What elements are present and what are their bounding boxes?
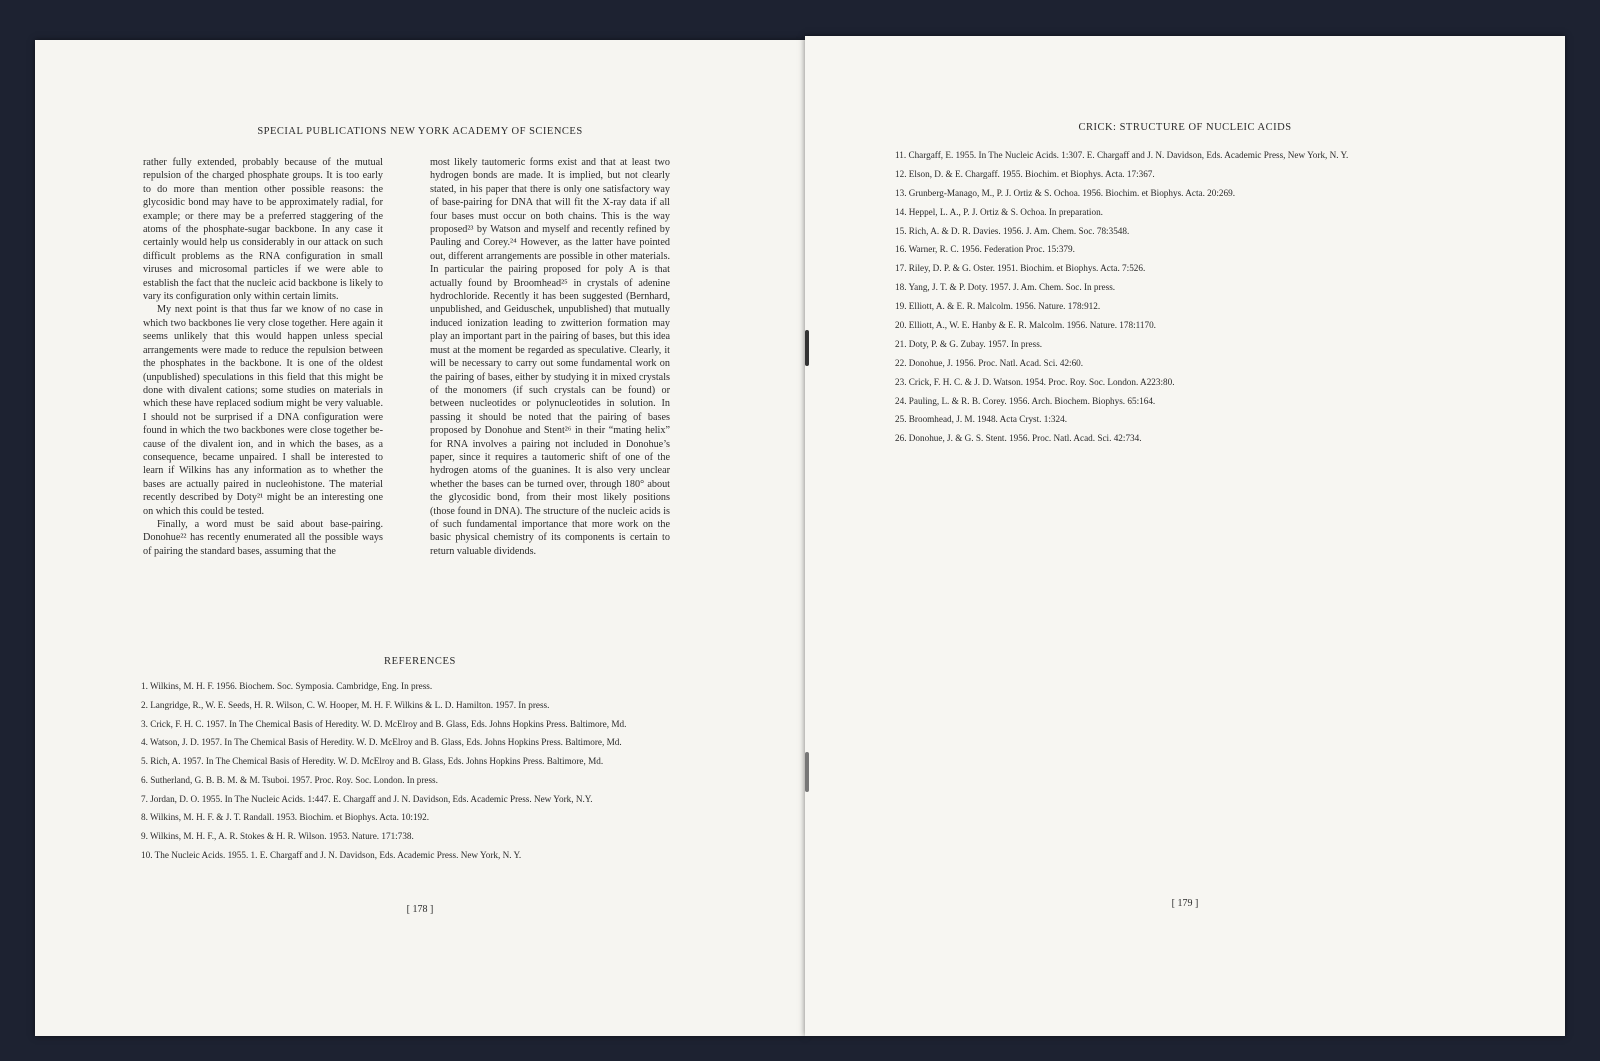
reference-item: 19. Elliott, A. & E. R. Malcolm. 1956. Nature. 178:912. [895, 301, 1101, 312]
reference-item: 11. Chargaff, E. 1955. In The Nucleic Acids. 1:307. E. Chargaff and J. N. Davidson, Eds. Academic Press, New York, N. Y. [895, 150, 1349, 160]
references-list-right [895, 150, 1467, 452]
paragraph: most likely tautomeric forms exist and that at least two hydrogen bonds are made. It is implied, but not clearly stated, in his paper that there is only one satisfactory way of base-pairing for DNA that will fit the X-ray data if all four bases must occur on both chains. This is the way proposed²³ by Watson and myself and recently refined by Pauling and Corey.²⁴ However, as the latter have pointed out, different arrangements are possible in other materials. In particular the pairing proposed for poly A is that actually found by Broomhead²⁵ in crystals of adenine hydrochloride. Recently it has been suggested (Bernhard, unpublished, and Geiduschek, unpublished) that mutually induced ionization leading to zwitterion formation may play an important part in the pairing of bases, but this idea must at the moment be regarded as speculative. Clearly, it will be necessary to carry out some fundamental work on the pairing of bases, either by studying it in mixed crystals of the monomers (if such crystals can be found) or between nucleotides or polynucleotides in solution. In passing it should be noted that the pairing of bases proposed by Donohue and Stent²⁶ in their “mating helix” for RNA involves a pairing not included in Donohue’s paper, since it requires a tautomeric shift of one of the hydrogen atoms of the guanines. It is also very unclear whether the bases can be turned over, through 180° about the glycosidic bond, from their most likely positions (those found in DNA). The structure of the nucleic acids is of such fundamental importance that more work on the basic physical chemistry of its components is certain to return valuable dividends. [430, 157, 670, 557]
reference-item: 26. Donohue, J. & G. S. Stent. 1956. Proc. Natl. Acad. Sci. 42:734. [895, 433, 1142, 444]
reference-item: 10. The Nucleic Acids. 1955. 1. E. Chargaff and J. N. Davidson, Eds. Academic Press. New York, N. Y. [141, 850, 522, 861]
references-list-left [141, 681, 733, 869]
reference-item: 18. Yang, J. T. & P. Doty. 1957. J. Am. Chem. Soc. In press. [895, 282, 1116, 293]
reference-item: 4. Watson, J. D. 1957. In The Chemical Basis of Heredity. W. D. McElroy and B. Glass, Eds. Johns Hopkins Press. Baltimore, Md. [141, 737, 622, 748]
text-column-1 [143, 156, 383, 558]
page-number-right: [ 179 ] [1171, 898, 1199, 909]
paragraph: Finally, a word must be said about base-pairing. Donohue²² has recently enumerated all the possible ways of pairing the standard bases, assuming that the [143, 518, 383, 557]
reference-item: 3. Crick, F. H. C. 1957. In The Chemical Basis of Heredity. W. D. McElroy and B. Glass, Eds. Johns Hopkins Press. Baltimore, Md. [141, 718, 627, 729]
reference-item: 25. Broomhead, J. M. 1948. Acta Cryst. 1:324. [895, 414, 1068, 425]
staple [805, 330, 809, 366]
reference-item: 15. Rich, A. & D. R. Davies. 1956. J. Am. Chem. Soc. 78:3548. [895, 225, 1130, 236]
running-head-left: SPECIAL PUBLICATIONS NEW YORK ACADEMY OF SCIENCES [257, 126, 583, 137]
paragraph: My next point is that thus far we know of no case in which two backbones lie very close together. Here again it seems unlikely that this would happen unless special arrangements were made to reduce the repulsion between the phosphates in the backbone. It is one of the oldest (unpublished) speculations in this field that this might be done with divalent cations; some studies on materials in which these have replaced sodium might be very valuable. I should not be surprised if a DNA configuration were found in which the two backbones were close together because of the divalent ion, and in which the bases, as a consequence, became unpaired. I shall be interested to learn if Wilkins has any information as to whether the bases are actually paired in nucleohistone. The material recently described by Doty²¹ might be an interesting one on which this could be tested. [143, 304, 383, 517]
reference-item: 12. Elson, D. & E. Chargaff. 1955. Biochim. et Biophys. Acta. 17:367. [895, 168, 1155, 179]
reference-item: 7. Jordan, D. O. 1955. In The Nucleic Acids. 1:447. E. Chargaff and J. N. Davidson, Eds. Academic Press. New York, N.Y. [141, 793, 593, 804]
reference-item: 16. Warner, R. C. 1956. Federation Proc. 15:379. [895, 244, 1075, 255]
left-page [35, 40, 805, 1036]
reference-item: 17. Riley, D. P. & G. Oster. 1951. Biochim. et Biophys. Acta. 7:526. [895, 263, 1146, 274]
reference-item: 9. Wilkins, M. H. F., A. R. Stokes & H. R. Wilson. 1953. Nature. 171:738. [141, 831, 414, 842]
paragraph: rather fully extended, probably because of the mutual repulsion of the charged phosphate groups. It is too early to do more than mention other possible reasons: the glycosidic bond may have to be approximately radial, for example; or there may be a preferred staggering of the atoms of the phosphate-sugar backbone. In any case it certainly would help us considerably in our attack on such difficult problems as the RNA configuration in small viruses and microsomal particles if we were able to establish the fact that the nucleic acid backbone is likely to vary its configuration only within certain limits. [143, 157, 383, 303]
references-heading: REFERENCES [384, 656, 456, 667]
reference-item: 8. Wilkins, M. H. F. & J. T. Randall. 1953. Biochim. et Biophys. Acta. 10:192. [141, 812, 430, 823]
reference-item: 2. Langridge, R., W. E. Seeds, H. R. Wilson, C. W. Hooper, M. H. F. Wilkins & L. D. Hamilton. 1957. In press. [141, 699, 550, 710]
reference-item: 20. Elliott, A., W. E. Hanby & E. R. Malcolm. 1956. Nature. 178:1170. [895, 320, 1156, 331]
reference-item: 22. Donohue, J. 1956. Proc. Natl. Acad. Sci. 42:60. [895, 357, 1084, 368]
text-column-2 [430, 156, 670, 558]
reference-item: 21. Doty, P. & G. Zubay. 1957. In press. [895, 338, 1043, 349]
reference-item: 13. Grunberg-Manago, M., P. J. Ortiz & S. Ochoa. 1956. Biochim. et Biophys. Acta. 20:269. [895, 187, 1235, 198]
reference-item: 24. Pauling, L. & R. B. Corey. 1956. Arch. Biochem. Biophys. 65:164. [895, 395, 1156, 406]
reference-item: 23. Crick, F. H. C. & J. D. Watson. 1954. Proc. Roy. Soc. London. A223:80. [895, 376, 1175, 387]
page-number-left: [ 178 ] [406, 904, 434, 915]
reference-item: 1. Wilkins, M. H. F. 1956. Biochem. Soc. Symposia. Cambridge, Eng. In press. [141, 681, 433, 691]
right-page [805, 36, 1565, 1036]
reference-item: 5. Rich, A. 1957. In The Chemical Basis of Heredity. W. D. McElroy and B. Glass, Eds. Johns Hopkins Press. Baltimore, Md. [141, 756, 604, 767]
reference-item: 6. Sutherland, G. B. B. M. & M. Tsuboi. 1957. Proc. Roy. Soc. London. In press. [141, 774, 438, 785]
running-head-right: CRICK: STRUCTURE OF NUCLEIC ACIDS [1078, 122, 1292, 133]
reference-item: 14. Heppel, L. A., P. J. Ortiz & S. Ochoa. In preparation. [895, 206, 1103, 217]
staple [805, 752, 809, 792]
